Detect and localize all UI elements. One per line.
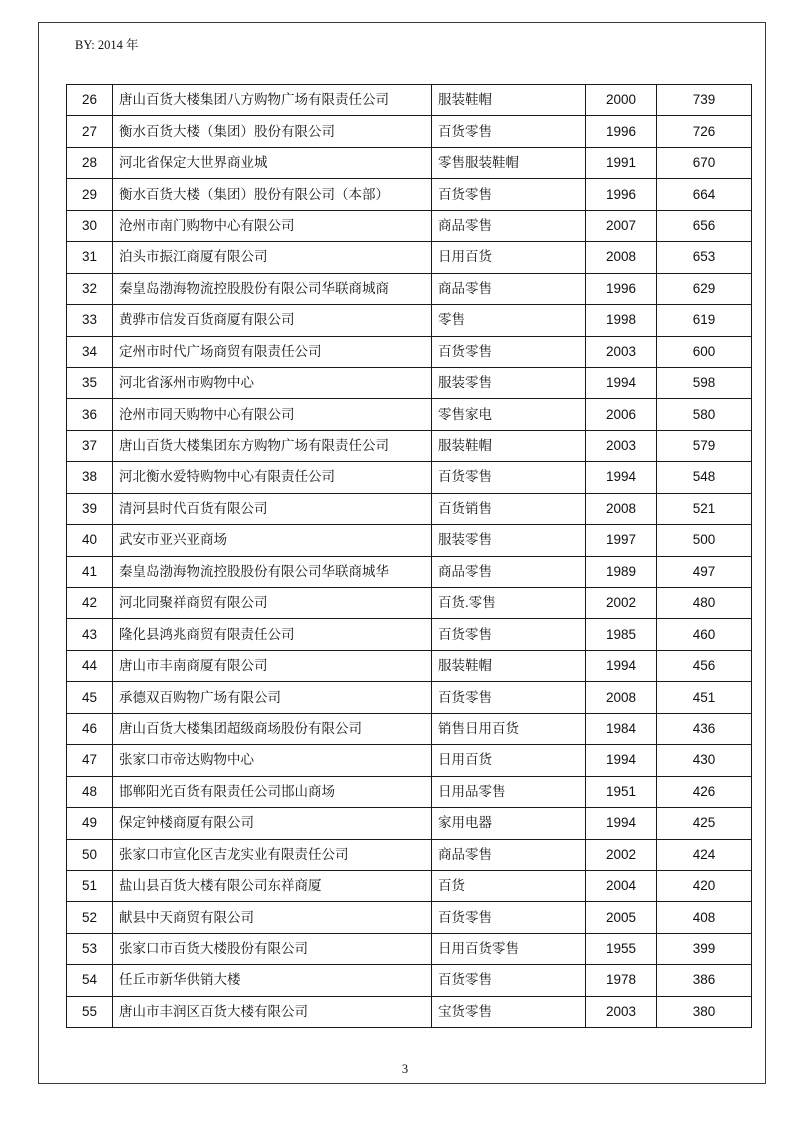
row-number-cell: 40	[67, 525, 113, 556]
business-category-cell: 服装鞋帽	[432, 650, 586, 681]
value-cell: 629	[657, 273, 752, 304]
row-number-cell: 46	[67, 713, 113, 744]
table-row	[67, 242, 752, 273]
year-cell: 2003	[586, 336, 657, 367]
table-row	[67, 839, 752, 870]
year-cell: 1996	[586, 273, 657, 304]
company-name-cell: 秦皇岛渤海物流控股股份有限公司华联商城华	[113, 556, 432, 587]
table-row	[67, 399, 752, 430]
company-name-cell: 任丘市新华供销大楼	[113, 965, 432, 996]
company-name-cell: 张家口市百货大楼股份有限公司	[113, 933, 432, 964]
business-category-cell: 服装鞋帽	[432, 85, 586, 116]
row-number-cell: 26	[67, 85, 113, 116]
company-table	[66, 84, 752, 1028]
company-name-cell: 河北衡水爱特购物中心有限责任公司	[113, 462, 432, 493]
business-category-cell: 商品零售	[432, 210, 586, 241]
year-cell: 1996	[586, 116, 657, 147]
business-category-cell: 商品零售	[432, 839, 586, 870]
table-row	[67, 336, 752, 367]
business-category-cell: 服装鞋帽	[432, 430, 586, 461]
table-row	[67, 870, 752, 901]
year-cell: 1996	[586, 179, 657, 210]
value-cell: 521	[657, 493, 752, 524]
business-category-cell: 销售日用百货	[432, 713, 586, 744]
business-category-cell: 服装零售	[432, 525, 586, 556]
company-name-cell: 唐山市丰润区百货大楼有限公司	[113, 996, 432, 1027]
value-cell: 386	[657, 965, 752, 996]
company-name-cell: 沧州市南门购物中心有限公司	[113, 210, 432, 241]
company-name-cell: 秦皇岛渤海物流控股股份有限公司华联商城商	[113, 273, 432, 304]
table-row	[67, 650, 752, 681]
value-cell: 456	[657, 650, 752, 681]
business-category-cell: 百货零售	[432, 336, 586, 367]
table-row	[67, 85, 752, 116]
row-number-cell: 35	[67, 367, 113, 398]
table-row	[67, 965, 752, 996]
year-cell: 1997	[586, 525, 657, 556]
year-cell: 1994	[586, 808, 657, 839]
business-category-cell: 百货销售	[432, 493, 586, 524]
row-number-cell: 38	[67, 462, 113, 493]
page-header: BY: 2014 年	[75, 38, 139, 52]
company-name-cell: 清河县时代百货有限公司	[113, 493, 432, 524]
business-category-cell: 日用百货	[432, 242, 586, 273]
table-row	[67, 745, 752, 776]
row-number-cell: 43	[67, 619, 113, 650]
value-cell: 500	[657, 525, 752, 556]
business-category-cell: 服装零售	[432, 367, 586, 398]
value-cell: 408	[657, 902, 752, 933]
row-number-cell: 31	[67, 242, 113, 273]
table-row	[67, 147, 752, 178]
company-name-cell: 隆化县鸿兆商贸有限责任公司	[113, 619, 432, 650]
row-number-cell: 42	[67, 588, 113, 619]
row-number-cell: 37	[67, 430, 113, 461]
value-cell: 460	[657, 619, 752, 650]
table-row	[67, 305, 752, 336]
year-cell: 2008	[586, 242, 657, 273]
year-cell: 2007	[586, 210, 657, 241]
row-number-cell: 44	[67, 650, 113, 681]
year-cell: 1985	[586, 619, 657, 650]
value-cell: 380	[657, 996, 752, 1027]
table-row	[67, 808, 752, 839]
row-number-cell: 36	[67, 399, 113, 430]
table-row	[67, 273, 752, 304]
year-cell: 2005	[586, 902, 657, 933]
company-name-cell: 衡水百货大楼（集团）股份有限公司	[113, 116, 432, 147]
row-number-cell: 47	[67, 745, 113, 776]
year-cell: 2006	[586, 399, 657, 430]
row-number-cell: 53	[67, 933, 113, 964]
row-number-cell: 29	[67, 179, 113, 210]
table-row	[67, 933, 752, 964]
company-name-cell: 黄骅市信发百货商厦有限公司	[113, 305, 432, 336]
row-number-cell: 32	[67, 273, 113, 304]
table-row	[67, 588, 752, 619]
row-number-cell: 33	[67, 305, 113, 336]
company-name-cell: 河北省涿州市购物中心	[113, 367, 432, 398]
value-cell: 399	[657, 933, 752, 964]
company-name-cell: 唐山百货大楼集团东方购物广场有限责任公司	[113, 430, 432, 461]
value-cell: 548	[657, 462, 752, 493]
year-cell: 1991	[586, 147, 657, 178]
year-cell: 2002	[586, 588, 657, 619]
year-cell: 1994	[586, 650, 657, 681]
table-row	[67, 210, 752, 241]
company-name-cell: 承德双百购物广场有限公司	[113, 682, 432, 713]
value-cell: 480	[657, 588, 752, 619]
row-number-cell: 27	[67, 116, 113, 147]
row-number-cell: 51	[67, 870, 113, 901]
company-name-cell: 武安市亚兴亚商场	[113, 525, 432, 556]
value-cell: 619	[657, 305, 752, 336]
table-row	[67, 462, 752, 493]
value-cell: 664	[657, 179, 752, 210]
row-number-cell: 45	[67, 682, 113, 713]
row-number-cell: 39	[67, 493, 113, 524]
table-row	[67, 367, 752, 398]
company-name-cell: 盐山县百货大楼有限公司东祥商厦	[113, 870, 432, 901]
business-category-cell: 百货零售	[432, 116, 586, 147]
row-number-cell: 34	[67, 336, 113, 367]
table-body	[67, 85, 752, 1028]
row-number-cell: 30	[67, 210, 113, 241]
business-category-cell: 百货.零售	[432, 588, 586, 619]
company-name-cell: 唐山市丰南商厦有限公司	[113, 650, 432, 681]
table-row	[67, 902, 752, 933]
value-cell: 726	[657, 116, 752, 147]
value-cell: 580	[657, 399, 752, 430]
business-category-cell: 百货零售	[432, 179, 586, 210]
year-cell: 2000	[586, 85, 657, 116]
value-cell: 739	[657, 85, 752, 116]
value-cell: 579	[657, 430, 752, 461]
year-cell: 1984	[586, 713, 657, 744]
value-cell: 436	[657, 713, 752, 744]
year-cell: 1994	[586, 367, 657, 398]
value-cell: 670	[657, 147, 752, 178]
row-number-cell: 41	[67, 556, 113, 587]
row-number-cell: 50	[67, 839, 113, 870]
company-name-cell: 定州市时代广场商贸有限责任公司	[113, 336, 432, 367]
table-row	[67, 996, 752, 1027]
value-cell: 451	[657, 682, 752, 713]
year-cell: 1951	[586, 776, 657, 807]
year-cell: 1998	[586, 305, 657, 336]
year-cell: 2008	[586, 493, 657, 524]
company-name-cell: 河北省保定大世界商业城	[113, 147, 432, 178]
year-cell: 2003	[586, 996, 657, 1027]
company-name-cell: 保定钟楼商厦有限公司	[113, 808, 432, 839]
value-cell: 653	[657, 242, 752, 273]
business-category-cell: 日用百货零售	[432, 933, 586, 964]
company-name-cell: 河北同聚祥商贸有限公司	[113, 588, 432, 619]
value-cell: 600	[657, 336, 752, 367]
business-category-cell: 零售	[432, 305, 586, 336]
table-row	[67, 116, 752, 147]
company-name-cell: 邯郸阳光百货有限责任公司邯山商场	[113, 776, 432, 807]
row-number-cell: 28	[67, 147, 113, 178]
table-row	[67, 556, 752, 587]
page-number: 3	[401, 1062, 409, 1076]
year-cell: 1955	[586, 933, 657, 964]
business-category-cell: 商品零售	[432, 273, 586, 304]
value-cell: 426	[657, 776, 752, 807]
table-row	[67, 525, 752, 556]
business-category-cell: 宝货零售	[432, 996, 586, 1027]
row-number-cell: 49	[67, 808, 113, 839]
company-name-cell: 泊头市振江商厦有限公司	[113, 242, 432, 273]
year-cell: 2008	[586, 682, 657, 713]
business-category-cell: 零售服装鞋帽	[432, 147, 586, 178]
business-category-cell: 日用百货	[432, 745, 586, 776]
business-category-cell: 商品零售	[432, 556, 586, 587]
year-cell: 2004	[586, 870, 657, 901]
table-row	[67, 619, 752, 650]
year-cell: 1978	[586, 965, 657, 996]
year-cell: 2002	[586, 839, 657, 870]
value-cell: 598	[657, 367, 752, 398]
company-name-cell: 张家口市帝达购物中心	[113, 745, 432, 776]
business-category-cell: 百货零售	[432, 965, 586, 996]
table-row	[67, 713, 752, 744]
business-category-cell: 家用电器	[432, 808, 586, 839]
business-category-cell: 百货零售	[432, 619, 586, 650]
row-number-cell: 48	[67, 776, 113, 807]
year-cell: 1994	[586, 462, 657, 493]
year-cell: 1989	[586, 556, 657, 587]
company-name-cell: 唐山百货大楼集团超级商场股份有限公司	[113, 713, 432, 744]
table-row	[67, 179, 752, 210]
business-category-cell: 百货零售	[432, 682, 586, 713]
year-cell: 2003	[586, 430, 657, 461]
business-category-cell: 百货零售	[432, 462, 586, 493]
company-name-cell: 唐山百货大楼集团八方购物广场有限责任公司	[113, 85, 432, 116]
value-cell: 420	[657, 870, 752, 901]
company-name-cell: 献县中天商贸有限公司	[113, 902, 432, 933]
table-row	[67, 776, 752, 807]
table-row	[67, 682, 752, 713]
value-cell: 430	[657, 745, 752, 776]
row-number-cell: 54	[67, 965, 113, 996]
company-name-cell: 张家口市宣化区吉龙实业有限责任公司	[113, 839, 432, 870]
business-category-cell: 百货零售	[432, 902, 586, 933]
company-name-cell: 衡水百货大楼（集团）股份有限公司（本部）	[113, 179, 432, 210]
business-category-cell: 零售家电	[432, 399, 586, 430]
value-cell: 656	[657, 210, 752, 241]
row-number-cell: 55	[67, 996, 113, 1027]
table-row	[67, 430, 752, 461]
company-name-cell: 沧州市同天购物中心有限公司	[113, 399, 432, 430]
value-cell: 425	[657, 808, 752, 839]
business-category-cell: 百货	[432, 870, 586, 901]
value-cell: 424	[657, 839, 752, 870]
business-category-cell: 日用品零售	[432, 776, 586, 807]
table-row	[67, 493, 752, 524]
year-cell: 1994	[586, 745, 657, 776]
value-cell: 497	[657, 556, 752, 587]
row-number-cell: 52	[67, 902, 113, 933]
